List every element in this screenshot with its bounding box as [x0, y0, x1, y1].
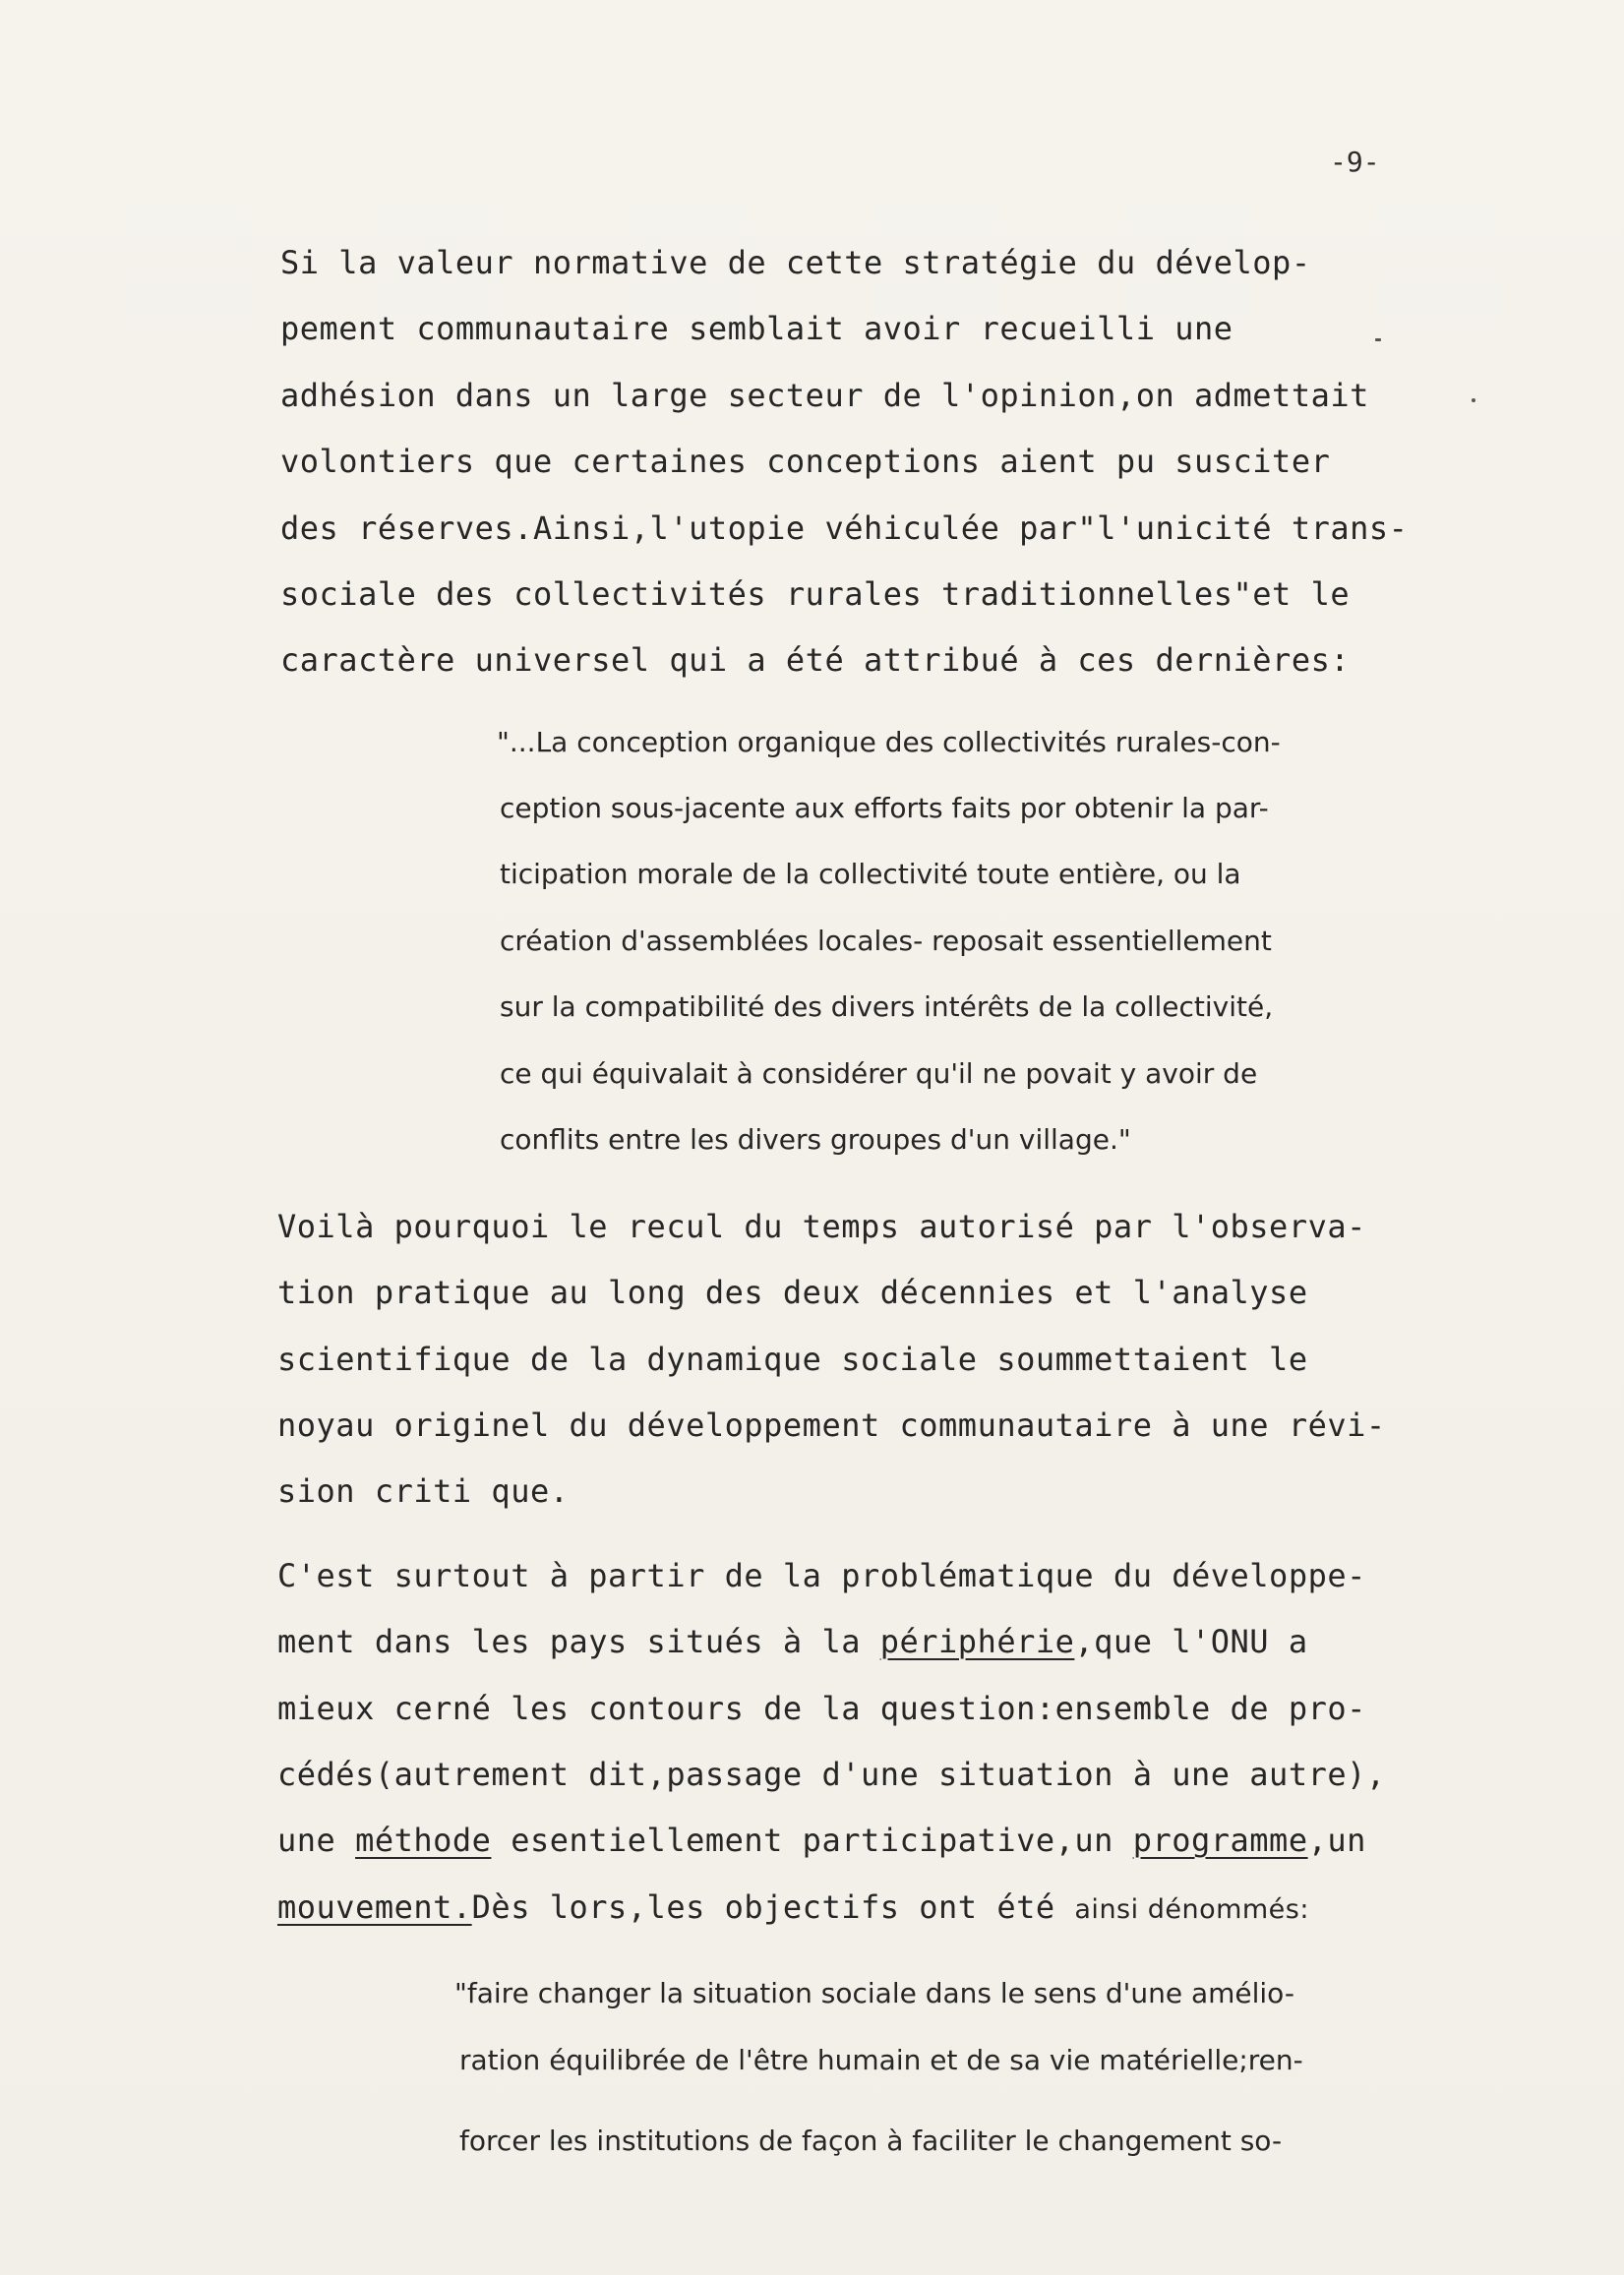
text-line: Si la valeur normative de cette stratégie du dévelop- [280, 244, 1311, 281]
text-span: ,que l'ONU a [1074, 1623, 1308, 1660]
text-line: caractère universel qui a été attribué à ces dernières: [280, 641, 1351, 679]
text-span: ainsi dénommés: [1074, 1894, 1309, 1925]
page-number: -9- [1330, 146, 1380, 178]
quote-line: ration équilibrée de l'être humain et de sa vie matérielle;ren- [459, 2044, 1303, 2076]
text-line: noyau originel du développement communautaire à une révi- [277, 1407, 1386, 1444]
text-line [277, 1822, 1366, 1859]
text-line: des réserves.Ainsi,l'utopie véhiculée par"l'unicité trans- [280, 509, 1409, 547]
text-span: ment dans les pays situés à la [277, 1623, 880, 1660]
text-span: ,un [1307, 1822, 1366, 1859]
underlined-term: mouvement. [277, 1888, 472, 1926]
quote-line: sur la compatibilité des divers intérêts de la collectivité, [500, 990, 1274, 1023]
text-span: esentiellement participative,un [491, 1822, 1133, 1859]
text-span: Dès lors,les objectifs ont été [471, 1888, 1075, 1926]
underlined-term: périphérie [879, 1623, 1075, 1660]
text-line: scientifique de la dynamique sociale soummettaient le [277, 1341, 1308, 1378]
quote-line: ce qui équivalait à considérer qu'il ne povait y avoir de [500, 1057, 1258, 1090]
quote-line: "...La conception organique des collectivités rurales-con- [497, 726, 1281, 758]
quote-line: création d'assemblées locales- reposait essentiellement [500, 925, 1272, 957]
text-span: une [277, 1822, 356, 1859]
quote-line: "faire changer la situation sociale dans le sens d'une amélio- [454, 1977, 1294, 2009]
underlined-term: programme [1132, 1822, 1308, 1859]
text-line: adhésion dans un large secteur de l'opinion,on admettait [280, 377, 1369, 414]
stray-mark [1375, 338, 1381, 341]
text-line [277, 1888, 1309, 1926]
text-line: C'est surtout à partir de la problématique du développe- [277, 1557, 1366, 1594]
text-line: sion criti que. [277, 1472, 570, 1510]
text-line: sociale des collectivités rurales traditionnelles"et le [280, 575, 1351, 613]
text-line: cédés(autrement dit,passage d'une situation à une autre), [277, 1756, 1386, 1793]
text-line: volontiers que certaines conceptions aient pu susciter [280, 443, 1331, 480]
stray-mark [1472, 398, 1475, 402]
quote-line: conflits entre les divers groupes d'un village." [500, 1123, 1131, 1156]
quote-line: forcer les institutions de façon à faciliter le changement so- [459, 2125, 1283, 2157]
text-line: pement communautaire semblait avoir recueilli une [280, 310, 1233, 347]
text-line: tion pratique au long des deux décennies et l'analyse [277, 1274, 1308, 1311]
text-line: Voilà pourquoi le recul du temps autorisé par l'observa- [277, 1208, 1366, 1245]
underlined-term: méthode [355, 1822, 492, 1859]
text-line [277, 1623, 1308, 1660]
quote-line: ception sous-jacente aux efforts faits por obtenir la par- [500, 792, 1269, 824]
quote-line: ticipation morale de la collectivité toute entière, ou la [500, 858, 1241, 890]
text-line: mieux cerné les contours de la question:ensemble de pro- [277, 1690, 1366, 1727]
